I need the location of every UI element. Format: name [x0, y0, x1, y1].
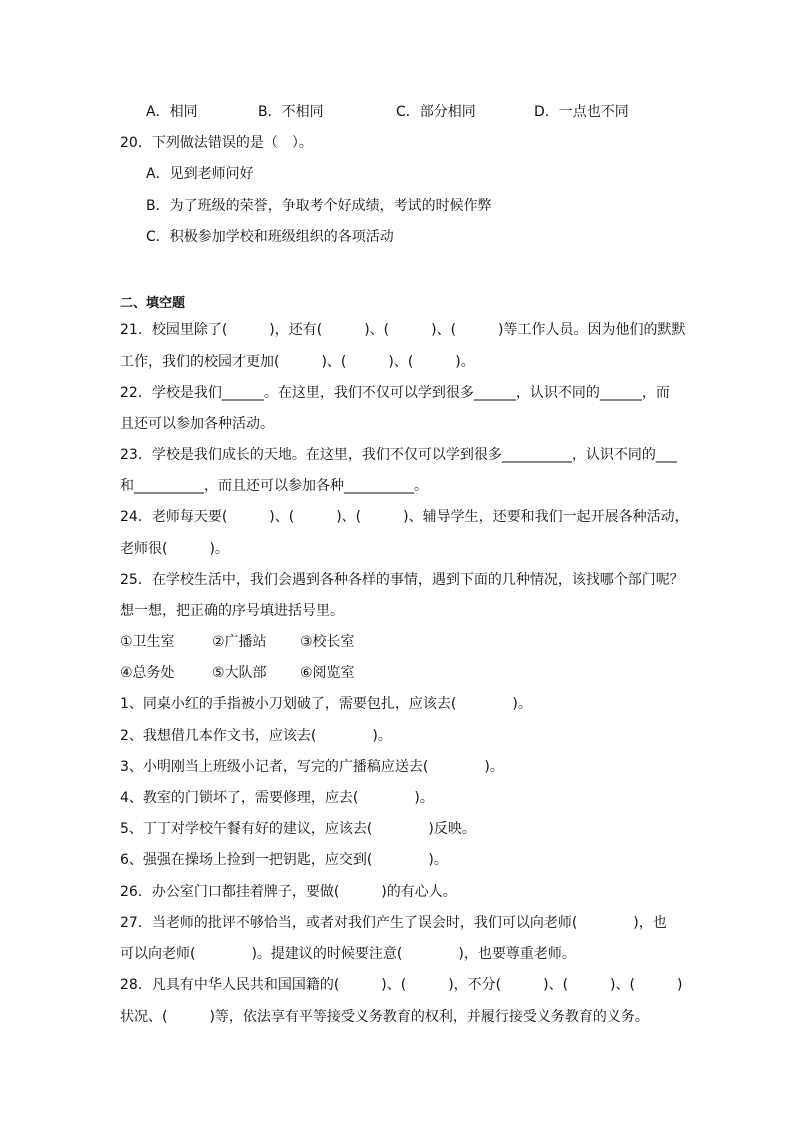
q19-option-d: D．一点也不同: [534, 104, 629, 120]
q25-item-2: 2、我想借几本作文书，应该去( )。: [120, 728, 392, 744]
q19-option-a: A．相同: [146, 104, 198, 120]
q20-option-b: B．为了班级的荣誉，争取考个好成绩，考试的时候作弊: [146, 198, 492, 214]
q25-item-1: 1、同桌小红的手指被小刀划破了，需要包扎，应该去( )。: [120, 696, 532, 712]
q25-item-4: 4、教室的门锁坏了，需要修理，应去( )。: [120, 790, 434, 806]
q25-choice-4: ④总务处: [120, 665, 175, 681]
q28-line-1: 28．凡具有中华人民共和国国籍的( )、( )，不分( )、( )、( ): [120, 977, 683, 993]
q25-stem-line-2: 想一想，把正确的序号填进括号里。: [120, 603, 344, 619]
q20-stem: 20．下列做法错误的是（ ）。: [120, 135, 313, 151]
q19-option-b: B．不相同: [258, 104, 324, 120]
q25-choice-2: ②广播站: [212, 634, 267, 650]
q25-item-6: 6、强强在操场上捡到一把钥匙，应交到( )。: [120, 852, 448, 868]
q26: 26．办公室门口都挂着牌子，要做( )的有心人。: [120, 884, 457, 900]
q28-line-2: 状况、( )等，依法享有平等接受义务教育的权利，并履行接受义务教育的义务。: [120, 1009, 649, 1025]
q25-choice-5: ⑤大队部: [212, 665, 267, 681]
q20-option-a: A．见到老师问好: [146, 166, 254, 182]
section-title: 二、填空题: [120, 296, 186, 311]
q27-line-2: 可以向老师( )。提建议的时候要注意( )，也要尊重老师。: [120, 946, 576, 962]
q19-option-c: C．部分相同: [396, 104, 476, 120]
q21-line-2: 工作，我们的校园才更加( )、( )、( )。: [120, 354, 475, 370]
q25-stem-line-1: 25．在学校生活中，我们会遇到各种各样的事情，遇到下面的几种情况，该找哪个部门呢？: [120, 572, 684, 588]
q22-line-1: 22．学校是我们______。在这里，我们不仅可以学到很多______，认识不同的______，而: [120, 385, 670, 401]
q25-choice-3: ③校长室: [300, 634, 355, 650]
q25-choice-1: ①卫生室: [120, 634, 175, 650]
q20-option-c: C．积极参加学校和班级组织的各项活动: [146, 229, 394, 245]
q23-line-2: 和__________，而且还可以参加各种__________。: [120, 478, 428, 494]
q25-item-3: 3、小明刚当上班级小记者，写完的广播稿应送去( )。: [120, 759, 504, 775]
q24-line-1: 24．老师每天要( )、( )、( )、辅导学生，还要和我们一起开展各种活动，: [120, 509, 689, 525]
q27-line-1: 27．当老师的批评不够恰当，或者对我们产生了误会时，我们可以向老师( )，也: [120, 915, 667, 931]
q22-line-2: 且还可以参加各种活动。: [120, 416, 274, 432]
q25-item-5: 5、丁丁对学校午餐有好的建议，应该去( )反映。: [120, 821, 476, 837]
q24-line-2: 老师很( )。: [120, 541, 229, 557]
q25-choice-6: ⑥阅览室: [300, 665, 355, 681]
q21-line-1: 21．校园里除了( )，还有( )、( )、( )等工作人员。因为他们的默默: [120, 322, 686, 338]
q23-line-1: 23．学校是我们成长的天地。在这里，我们不仅可以学到很多__________，认识不同的___: [120, 447, 677, 463]
